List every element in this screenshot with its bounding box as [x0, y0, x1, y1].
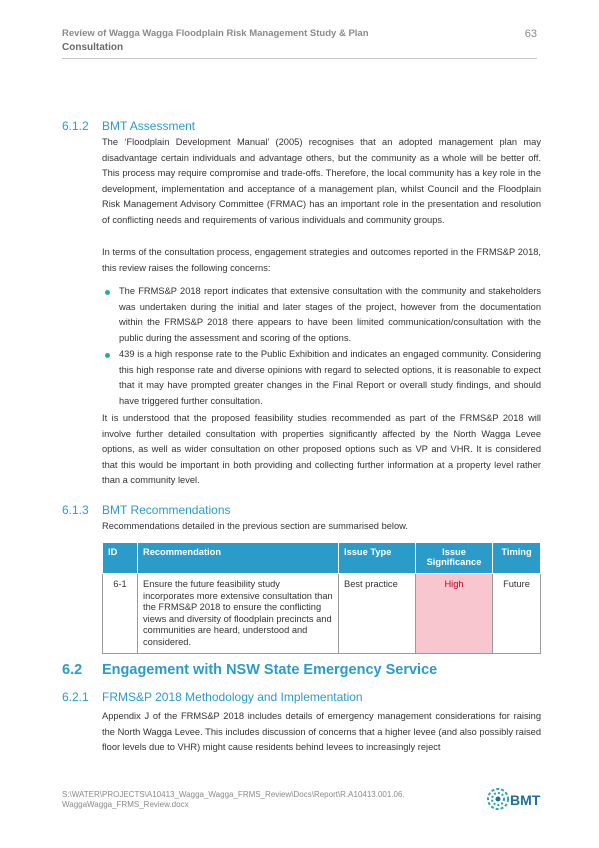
column-header: ID [103, 543, 138, 574]
paragraph-fdm: The ‘Floodplain Development Manual’ (2005) recognises that an adopted management plan may disadvantage certain individuals and advantage others, but the community as a whole will be better off. This process may require compromise and trade-offs. Therefore, the local community has a key role in the development, implementation and acceptance of a management plan, whilst Council and the Floodplain Risk Management Advisory Committee (FRMAC) has an important role in the presentation and resolution of conflicting needs and requirements of various individuals and community groups. [102, 137, 541, 225]
bmt-logo [486, 786, 542, 812]
cell-recommendation: Ensure the future feasibility study incorporates more extensive consultation than the FRMS&P 2018 to ensure the conflicting views and diversity of floodplain precincts and communities are heard, understood and considered. [138, 574, 339, 654]
bullet-text: 439 is a high response rate to the Public Exhibition and indicates an engaged community. Considering this high response rate and diverse opinions with regard to selected options, it is reasonable to expect that it may have prompted greater changes in the Final Report or overall study findings, and should have triggered further consultation. [119, 349, 541, 406]
heading-text: Engagement with NSW State Emergency Service [102, 662, 438, 678]
heading-number: 6.1.2 [62, 119, 89, 133]
header-divider [62, 58, 537, 59]
bmt-logo-icon [486, 786, 542, 812]
heading-6-1-2 [62, 119, 195, 133]
bullet-icon [105, 290, 110, 295]
paragraph-recommendations-intro: Recommendations detailed in the previous section are summarised below. [102, 521, 408, 531]
cell-issue-type: Best practice [339, 574, 416, 654]
column-header: Issue Significance [416, 543, 493, 574]
heading-number: 6.2.1 [62, 690, 89, 704]
bullet-text: The FRMS&P 2018 report indicates that extensive consultation with the community and stakeholders was undertaken during the initial and later stages of the project, however from the documentation within the FRMS&P 2018 there appears to have been limited communication/consultation with the public during the assessment and scoring of the options. [119, 286, 541, 343]
paragraph-feasibility: It is understood that the proposed feasibility studies recommended as part of the FRMS&P 2018 will involve further detailed consultation with properties significantly affected by the North Wagga Levee options, as well as wider consultation on other proposed options such as VP and VHR. It is considered that this would be important in both providing and collecting further information at a property level rather than a community level. [102, 413, 541, 486]
recommendations-table [102, 542, 541, 654]
column-header: Recommendation [138, 543, 339, 574]
chapter-name: Consultation [62, 42, 124, 53]
table-header-row [103, 543, 541, 574]
bullet-item [102, 284, 541, 346]
document-title: Review of Wagga Wagga Floodplain Risk Management Study & Plan [62, 28, 369, 39]
paragraph-concerns-intro: In terms of the consultation process, engagement strategies and outcomes reported in the FRMS&P 2018, this review raises the following concerns: [102, 247, 541, 273]
cell-significance: High [416, 574, 493, 654]
heading-text: BMT Recommendations [102, 503, 231, 517]
column-header: Timing [493, 543, 541, 574]
heading-text: FRMS&P 2018 Methodology and Implementation [102, 690, 363, 704]
page-number: 63 [524, 28, 537, 40]
table-row [103, 574, 541, 654]
footer-path-line: WaggaWagga_FRMS_Review.docx [62, 800, 189, 809]
bullet-item [102, 347, 541, 409]
bullet-icon [105, 353, 110, 358]
heading-text: BMT Assessment [102, 119, 196, 133]
logo-text: BMT [510, 792, 541, 808]
heading-6-1-3 [62, 503, 231, 517]
cell-timing: Future [493, 574, 541, 654]
paragraph-appendix-j: Appendix J of the FRMS&P 2018 includes details of emergency management considerations for raising the North Wagga Levee. This includes discussion of concerns that a higher levee (and also possibly raised floor levels due to VHR) might cause residents behind levees to increasingly reject [102, 711, 541, 753]
footer-path-line: S:\WATER\PROJECTS\A10413_Wagga_Wagga_FRMS_Review\Docs\Report\R.A10413.001.06. [62, 790, 405, 799]
column-header: Issue Type [339, 543, 416, 574]
footer-file-path [62, 790, 405, 810]
heading-number: 6.2 [62, 662, 83, 678]
heading-6-2-1 [62, 690, 363, 704]
cell-id: 6-1 [103, 574, 138, 654]
heading-number: 6.1.3 [62, 503, 89, 517]
heading-6-2 [62, 662, 437, 678]
